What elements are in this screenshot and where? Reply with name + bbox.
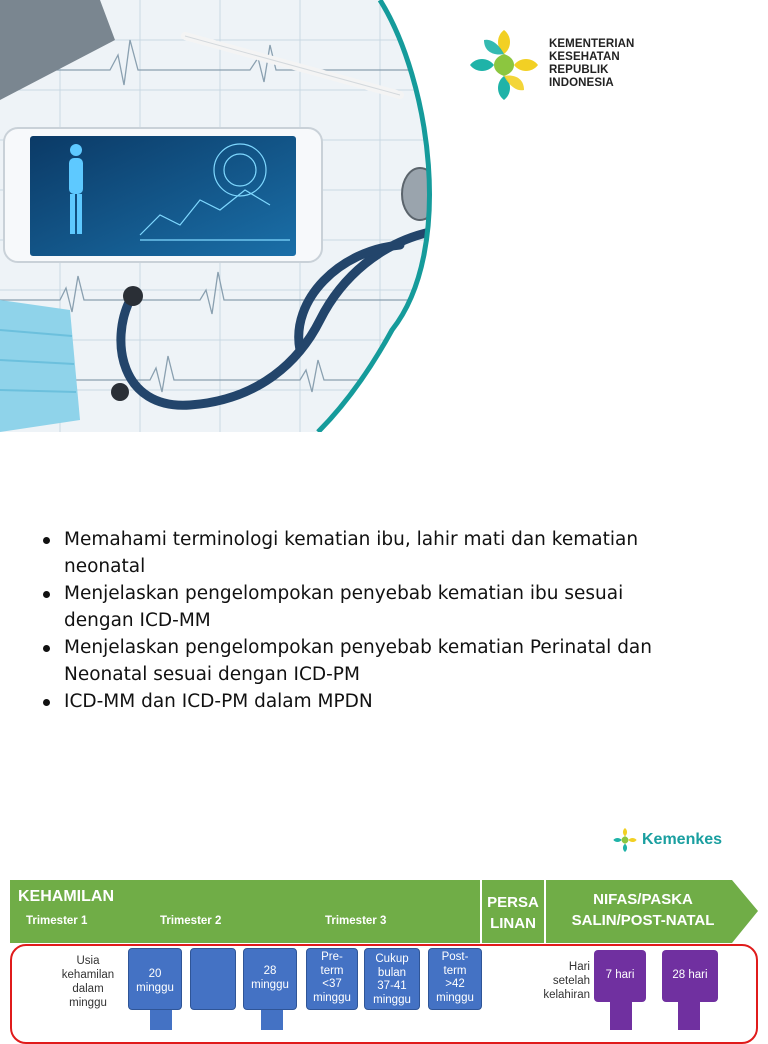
trimester-1-label: Trimester 1 (26, 915, 88, 927)
block-line: 28 (263, 965, 277, 977)
block-line: Pre- (321, 951, 343, 963)
hari-line: setelah (552, 975, 590, 987)
block-20-minggu (128, 948, 182, 1010)
kemenkes-brand (612, 826, 742, 856)
hari-line: kelahiran (543, 989, 590, 1001)
persalinan-label (482, 892, 544, 934)
nifas-line-2: SALIN/POST-NATAL (571, 912, 715, 929)
block-cukup-bulan (364, 948, 420, 1010)
block-line: minggu (373, 993, 411, 1006)
usia-line: Usia (76, 955, 100, 967)
list-item: Menjelaskan pengelompokan penyebab kematian Perinatal dan Neonatal sesuai dengan ICD-PM (40, 634, 660, 688)
block-line: minggu (436, 991, 474, 1004)
kemenkes-flower-icon (612, 826, 638, 854)
logo-line-2: KESEHATAN (549, 51, 620, 63)
usia-line: kehamilan (61, 969, 115, 981)
block-preterm (306, 948, 358, 1010)
persalinan-line-2: LINAN (490, 915, 536, 932)
block-postterm (428, 948, 482, 1010)
block-28-hari: 28 hari (662, 950, 718, 1002)
trimester-2-label: Trimester 2 (160, 915, 222, 927)
medical-photo (0, 0, 446, 432)
list-item: ICD-MM dan ICD-PM dalam MPDN (40, 688, 660, 715)
block-line: term (320, 964, 344, 977)
usia-line: minggu (69, 997, 107, 1009)
kemenkes-flower-logo-icon (466, 26, 542, 104)
brand-label: Kemenkes (642, 831, 723, 848)
block-line: term (443, 964, 467, 977)
pregnancy-timeline (10, 880, 758, 1024)
block-line: <37 (322, 978, 342, 990)
trimester-3-label: Trimester 3 (325, 915, 387, 927)
block-line: minggu (136, 981, 174, 994)
usia-kehamilan-label (52, 954, 124, 1010)
block-line: Post- (441, 951, 469, 963)
hari-setelah-kelahiran-label (522, 960, 590, 1002)
objectives-list (40, 526, 660, 715)
list-item: Menjelaskan pengelompokan penyebab kematian ibu sesuai dengan ICD-MM (40, 580, 660, 634)
block-7-hari: 7 hari (594, 950, 646, 1002)
logo-line-1: KEMENTERIAN (549, 38, 635, 50)
nifas-label (548, 889, 738, 931)
kehamilan-label: KEHAMILAN (18, 888, 114, 905)
block-line: minggu (313, 991, 351, 1004)
block-empty (190, 948, 236, 1010)
hari-line: Hari (568, 961, 590, 973)
block-28-minggu (243, 948, 297, 1010)
usia-line: dalam (72, 983, 104, 995)
block-line: Cukup (375, 953, 409, 965)
block-line: 20 (148, 968, 162, 980)
logo-line-3: REPUBLIK (549, 64, 609, 76)
nifas-line-1: NIFAS/PASKA (593, 891, 693, 908)
block-line: bulan (377, 966, 407, 979)
block-line: 37-41 (377, 980, 407, 992)
ministry-logo (466, 26, 656, 106)
block-line: minggu (251, 978, 289, 991)
persalinan-line-1: PERSA (487, 894, 539, 911)
logo-line-4: INDONESIA (549, 77, 614, 89)
block-line: >42 (445, 978, 465, 990)
list-item: Memahami terminologi kematian ibu, lahir mati dan kematian neonatal (40, 526, 660, 580)
